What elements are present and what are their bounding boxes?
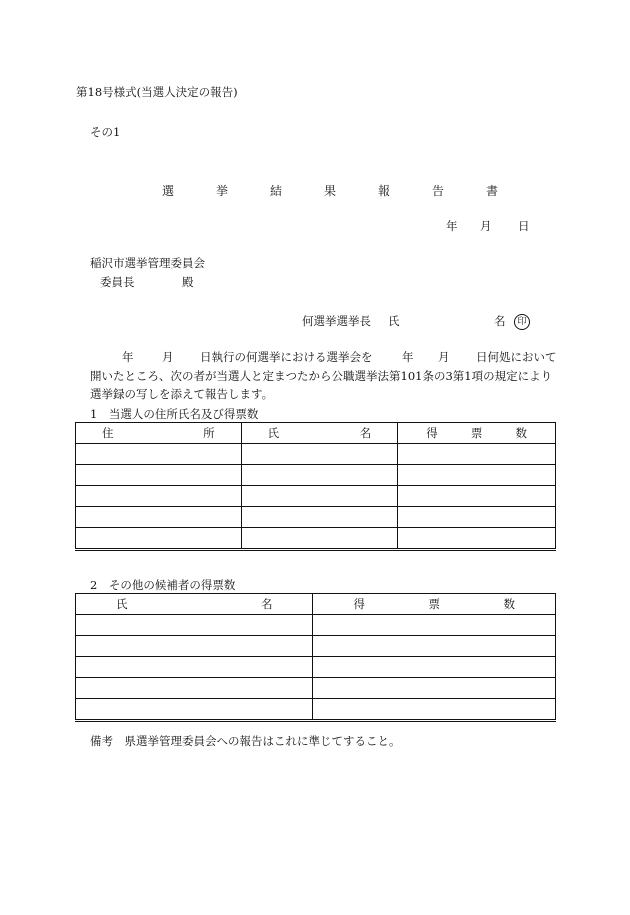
title-char: 告 — [431, 184, 444, 198]
sender-role: 何選挙選挙長 — [302, 314, 371, 328]
sender-given: 名 — [494, 314, 506, 328]
cell-votes[interactable] — [313, 615, 556, 636]
title-char: 挙 — [215, 184, 228, 198]
cell-address[interactable] — [76, 444, 242, 465]
cell-name[interactable] — [241, 486, 398, 507]
sender-family: 氏 — [388, 314, 400, 328]
table-row — [76, 636, 556, 657]
header-votes — [313, 594, 556, 615]
header-char: 数 — [515, 426, 527, 440]
table-row — [76, 444, 556, 465]
addressee-committee: 稲沢市選挙管理委員会 — [90, 256, 205, 270]
part-label: その1 — [90, 125, 121, 139]
header-char: 得 — [353, 597, 365, 611]
header-votes — [398, 423, 556, 444]
header-char: 所 — [203, 426, 215, 440]
body-tail: 日何処において — [476, 350, 557, 364]
seal-icon: 印 — [514, 314, 530, 330]
winners-table — [75, 422, 556, 551]
header-name — [76, 594, 313, 615]
cell-name[interactable] — [76, 615, 313, 636]
header-char: 票 — [428, 597, 440, 611]
document-title — [0, 182, 630, 199]
remarks-note: 備考 県選挙管理委員会への報告はこれに準じてすること。 — [90, 734, 401, 748]
table-header-row — [76, 594, 556, 615]
header-char: 数 — [503, 597, 515, 611]
other-candidates-table — [75, 593, 556, 722]
table-row — [76, 465, 556, 486]
section-1-heading: 1 当選人の住所氏名及び得票数 — [90, 407, 259, 421]
body-month: 月 — [162, 350, 174, 364]
date-line — [446, 218, 530, 234]
table-row — [76, 657, 556, 678]
body-text-a: 日執行の何選挙における選挙会を — [200, 350, 373, 364]
cell-name[interactable] — [241, 465, 398, 486]
body-paragraph — [90, 348, 557, 404]
form-number: 第18号様式(当選人決定の報告) — [76, 85, 238, 99]
cell-address[interactable] — [76, 465, 242, 486]
header-address — [76, 423, 242, 444]
table-row — [76, 528, 556, 550]
title-char: 結 — [269, 184, 282, 198]
cell-votes[interactable] — [313, 636, 556, 657]
cell-votes[interactable] — [398, 465, 556, 486]
sender-line — [302, 313, 530, 330]
cell-name[interactable] — [76, 678, 313, 699]
cell-address[interactable] — [76, 507, 242, 528]
cell-name[interactable] — [76, 636, 313, 657]
cell-votes[interactable] — [398, 528, 556, 550]
table-row — [76, 507, 556, 528]
table-row — [76, 615, 556, 636]
table-header-row — [76, 423, 556, 444]
header-char: 名 — [260, 597, 273, 611]
title-char: 報 — [377, 184, 390, 198]
chief-title: 委員長 — [100, 275, 135, 289]
date-year: 年 — [446, 219, 458, 233]
title-char: 選 — [161, 184, 174, 198]
body-line-3: 選挙録の写しを添えて報告します。 — [90, 387, 274, 401]
header-name — [241, 423, 398, 444]
cell-votes[interactable] — [398, 444, 556, 465]
cell-votes[interactable] — [313, 678, 556, 699]
cell-name[interactable] — [241, 444, 398, 465]
cell-name[interactable] — [76, 657, 313, 678]
header-char: 氏 — [267, 426, 280, 440]
body-line-1 — [90, 348, 557, 367]
table-row — [76, 486, 556, 507]
cell-votes[interactable] — [313, 657, 556, 678]
cell-name[interactable] — [241, 528, 398, 550]
body-year: 年 — [122, 350, 134, 364]
body-year-2: 年 — [402, 350, 414, 364]
cell-votes[interactable] — [398, 486, 556, 507]
body-month-2: 月 — [438, 350, 450, 364]
cell-address[interactable] — [76, 528, 242, 550]
header-char: 氏 — [116, 597, 128, 611]
cell-name[interactable] — [241, 507, 398, 528]
section-2-heading: 2 その他の候補者の得票数 — [90, 578, 236, 592]
header-char: 住 — [102, 426, 114, 440]
header-char: 票 — [470, 426, 483, 440]
addressee-chief — [100, 274, 194, 290]
cell-address[interactable] — [76, 486, 242, 507]
table-row — [76, 699, 556, 721]
header-char: 名 — [359, 426, 372, 440]
cell-votes[interactable] — [313, 699, 556, 721]
date-day: 日 — [518, 219, 530, 233]
title-char: 書 — [485, 184, 498, 198]
cell-votes[interactable] — [398, 507, 556, 528]
date-month: 月 — [480, 219, 492, 233]
header-char: 得 — [426, 426, 438, 440]
body-line-2: 開いたところ、次の者が当選人と定まつたから公職選挙法第101条の3第1項の規定により — [90, 368, 553, 383]
honorific: 殿 — [182, 275, 194, 289]
table-row — [76, 678, 556, 699]
title-char: 果 — [323, 184, 336, 198]
cell-name[interactable] — [76, 699, 313, 721]
